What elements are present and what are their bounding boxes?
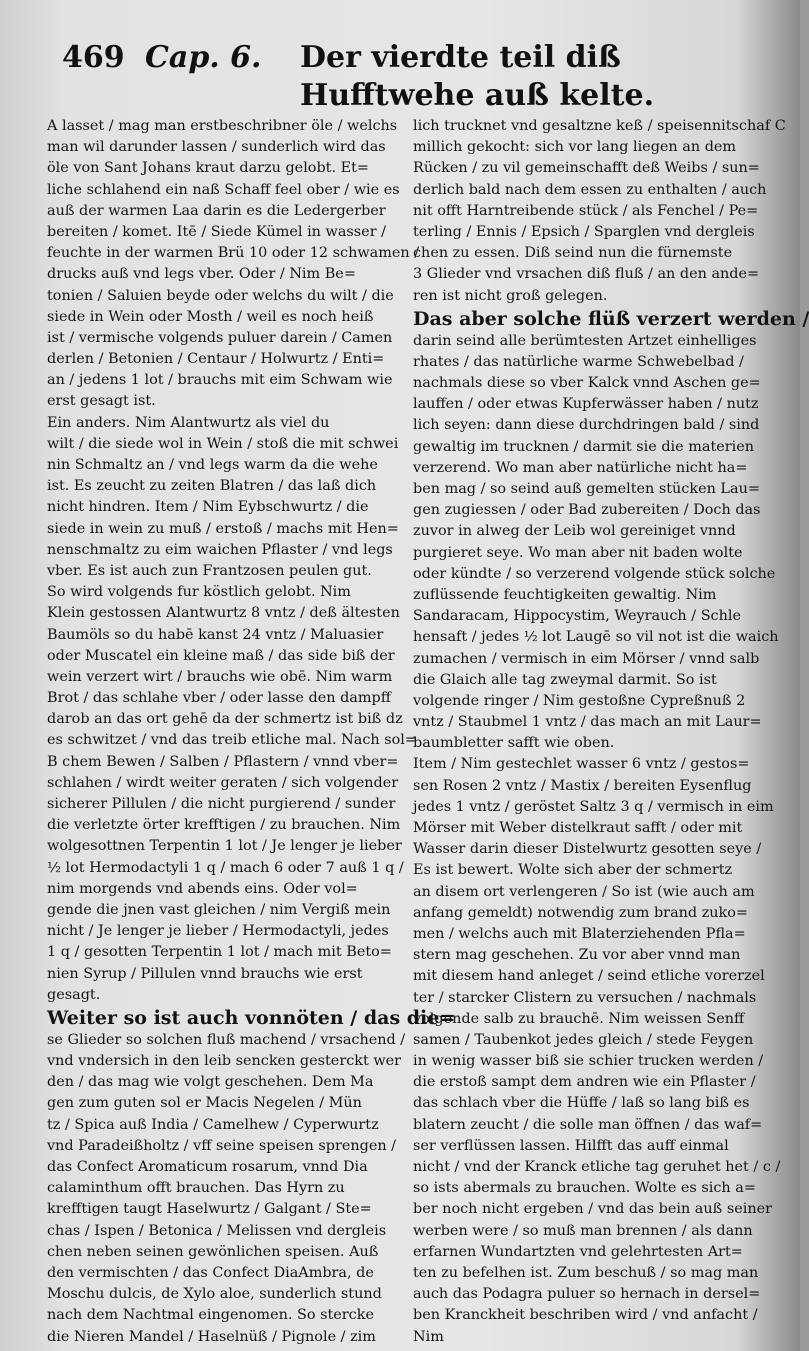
text-line: so ists abermals zu brauchen. Wolte es sich a= <box>413 1180 756 1197</box>
text-line: derlich bald nach dem essen zu enthalten / auch <box>413 181 767 198</box>
text-line: Klein gestossen Alantwurtz 8 vntz / deß ältesten <box>47 605 400 622</box>
text-line: gen zum guten sol er Macis Negelen / Mün <box>47 1095 362 1112</box>
text-line: Item / Nim gestechlet wasser 6 vntz / gestos= <box>413 756 750 773</box>
text-line: gewaltig im trucknen / darmit sie die materien <box>413 438 755 455</box>
text-line: sicherer Pillulen / die nicht purgierend / sunder <box>47 796 396 812</box>
text-line: nenschmaltz zu eim waichen Pflaster / vnd legs <box>47 541 393 558</box>
text-line: vnd Paradeißholtz / vff seine speisen sprengen / <box>47 1137 397 1154</box>
text-line: Rücken / zu vil gemeinschafft deß Weibs / sun= <box>413 160 760 177</box>
text-line: in wenig wasser biß sie schier trucken werden / <box>413 1053 764 1070</box>
text-line: ben mag / so seind auß gemelten stücken Lau= <box>413 481 760 497</box>
text-line: schlahen / wirdt weiter geraten / sich volgender <box>47 774 399 791</box>
text-line: chen zu essen. Diß seind nun die fürnemste <box>413 245 733 262</box>
running-title-line-1: Der vierdte teil diß <box>300 40 621 75</box>
text-line: men / welchs auch mit Blaterziehenden Pfla= <box>413 925 746 942</box>
text-line: gen zugiessen / oder Bad zubereiten / Doch das <box>413 502 761 519</box>
text-line: 3 Glieder vnd vrsachen diß fluß / an den ande= <box>413 266 760 283</box>
text-line: siede in Wein oder Mosth / weil es noch heiß <box>47 308 374 325</box>
page-number: 469 <box>62 40 125 75</box>
text-line: So wird volgends fur köstlich gelobt. Nim <box>47 584 351 601</box>
text-line: Sandaracam, Hippocystim, Weyrauch / Schle <box>413 608 742 625</box>
text-line: anfang gemeldt) notwendig zum brand zuko= <box>413 904 748 921</box>
text-line: siede in wein zu muß / erstoß / machs mit Hen= <box>47 520 399 537</box>
text-line: feuchte in der warmen Brü 10 oder 12 schwamen / <box>47 245 420 262</box>
text-line: die verletzte örter krefftigen / zu brauchen. Nim <box>47 817 401 834</box>
text-line: Wasser darin dieser Distelwurtz gesotten seye / <box>413 841 762 858</box>
text-line: ist. Es zeucht zu zeiten Blatren / das laß dich <box>47 478 377 495</box>
text-line: an disem ort verlengeren / So ist (wie auch am <box>413 883 755 900</box>
text-line: blatern zeucht / die solle man öffnen / das waf= <box>413 1116 763 1133</box>
right-text-column <box>413 116 809 1348</box>
left-text-column <box>47 116 456 1348</box>
text-line: drucks auß vnd legs vber. Oder / Nim Be= <box>47 266 356 283</box>
text-line: liche schlahend ein naß Schaff feel ober / wie es <box>47 181 400 198</box>
text-line: terling / Ennis / Epsich / Sparglen vnd dergleis <box>413 223 755 240</box>
text-line: darob an das ort gehē da der schmertz ist biß dz <box>47 711 403 728</box>
text-line: wilt / die siede wol in Wein / stoß die mit schwei <box>47 435 399 452</box>
text-line: baumbletter safft wie oben. <box>413 735 615 752</box>
text-line: ½ lot Hermodactyli 1 q / mach 6 oder 7 auß 1 q / <box>47 859 404 876</box>
text-line: vber. Es ist auch zun Frantzosen peulen gut. <box>47 562 372 579</box>
text-line: oder kündte / so verzerend volgende stück solche <box>413 565 776 582</box>
text-line: nien Syrup / Pillulen vnnd brauchs wie erst <box>47 965 363 982</box>
text-line: ist / vermische volgends puluer darein / Camen <box>47 329 393 346</box>
text-line: stern mag geschehen. Zu vor aber vnnd man <box>413 947 741 964</box>
text-line: gende die jnen vast gleichen / nim Vergiß mein <box>47 901 391 918</box>
text-line: lauffen / oder etwas Kupferwässer haben / nutz <box>413 396 759 413</box>
text-line: lich seyen: dann diese durchdringen bald / sind <box>413 417 760 434</box>
text-line: Weiter so ist auch vonnöten / das die= <box>47 1006 456 1029</box>
text-line: wein verzert wirt / brauchs wie obē. Nim warm <box>47 668 393 685</box>
text-line: Mörser mit Weber distelkraut safft / oder mit <box>413 820 743 836</box>
text-line: chas / Ispen / Betonica / Melissen vnd dergleis <box>47 1222 387 1239</box>
text-line: ber noch nicht ergeben / vnd das bein auß seiner <box>413 1201 772 1218</box>
text-line: hensaft / jedes ½ lot Laugē so vil not ist die waich <box>413 629 779 646</box>
text-line: Ein anders. Nim Alantwurtz als viel du <box>47 414 330 431</box>
text-line: die Nieren Mandel / Haselnüß / Pignole / zim <box>47 1328 376 1345</box>
text-line: ben Kranckheit beschriben wird / vnd anfacht / <box>413 1307 758 1324</box>
text-line: volgende ringer / Nim gestoßne Cypreßnuß 2 <box>413 692 746 709</box>
text-line: krefftigen taugt Haselwurtz / Galgant / Ste= <box>47 1201 372 1218</box>
text-line: es schwitzet / vnd das treib etliche mal. Nach sol= <box>47 732 417 749</box>
text-line: jedes 1 vntz / geröstet Saltz 3 q / vermisch in eim <box>413 798 774 815</box>
text-line: volgende salb zu brauchē. Nim weissen Senff <box>413 1010 745 1027</box>
text-line: se Glieder so solchen fluß machend / vrsachend / <box>47 1031 406 1048</box>
text-line: 1 q / gesotten Terpentin 1 lot / mach mit Beto= <box>47 944 392 961</box>
text-line: chen neben seinen gewönlichen speisen. Auß <box>47 1243 379 1260</box>
text-line: nit offt Harntreibende stück / als Fenchel / Pe= <box>413 202 759 219</box>
text-line: calaminthum offt brauchen. Das Hyrn zu <box>47 1180 345 1197</box>
text-line: purgieret seye. Wo man aber nit baden wolte <box>413 544 743 561</box>
text-line: man wil darunder lassen / sunderlich wird das <box>47 139 386 156</box>
text-line: gesagt. <box>47 986 101 1003</box>
text-line: zuvor in alweg der Leib wol gereiniget vnnd <box>413 523 736 540</box>
text-line: sen Rosen 2 vntz / Mastix / bereiten Eysenflug <box>413 777 752 794</box>
text-line: derlen / Betonien / Centaur / Holwurtz / Enti= <box>47 351 385 368</box>
text-line: das Confect Aromaticum rosarum, vnnd Dia <box>47 1159 368 1175</box>
text-line: B chem Bewen / Salben / Pflastern / vnnd vber= <box>47 753 399 770</box>
text-line: ten zu befelhen ist. Zum beschuß / so mag man <box>413 1264 759 1281</box>
chapter-label: Cap. 6. <box>145 40 262 75</box>
text-line: öle von Sant Johans kraut darzu gelobt. Et= <box>47 160 369 177</box>
text-line: wolgesottnen Terpentin 1 lot / Je lenger je lieber <box>47 838 402 855</box>
running-title-line-2: Hufftwehe auß kelte. <box>300 78 655 113</box>
text-line: darin seind alle berümtesten Artzet einhelliges <box>413 332 757 349</box>
text-line: nicht hindren. Item / Nim Eybschwurtz / die <box>47 499 369 516</box>
text-line: den / das mag wie volgt geschehen. Dem Ma <box>47 1074 374 1091</box>
text-line: Baumöls so du habē kanst 24 vntz / Maluasier <box>47 626 384 643</box>
text-line: Es ist bewert. Wolte sich aber der schmertz <box>413 862 733 879</box>
text-line: auch das Podagra puluer so hernach in dersel= <box>413 1286 761 1303</box>
text-line: den vermischten / das Confect DiaAmbra, de <box>47 1264 374 1281</box>
text-line: Nim <box>413 1328 444 1345</box>
text-line: die Glaich alle tag zweymal darmit. So ist <box>413 671 717 688</box>
text-line: verzerend. Wo man aber natürliche nicht ha= <box>413 459 748 476</box>
text-line: zuflüssende feuchtigkeiten gewaltig. Nim <box>413 586 717 603</box>
text-line: nim morgends vnd abends eins. Oder vol= <box>47 880 358 897</box>
text-line: die erstoß sampt dem andren wie ein Pflaster / <box>413 1074 756 1091</box>
text-line: mit diesem hand anleget / seind etliche vorerzel <box>413 968 765 985</box>
text-line: ren ist nicht groß gelegen. <box>413 287 608 304</box>
text-line: auß der warmen Laa darin es die Ledergerber <box>47 202 386 219</box>
text-line: nach dem Nachtmal eingenomen. So stercke <box>47 1307 374 1324</box>
text-line: lich trucknet vnd gesaltzne keß / speisennitschaf C <box>413 118 786 134</box>
text-line: erst gesagt ist. <box>47 393 156 410</box>
text-line: A lasset / mag man erstbeschribner öle / welchs <box>47 118 398 134</box>
text-line: tonien / Saluien beyde oder welchs du wilt / die <box>47 287 394 304</box>
text-line: rhates / das natürliche warme Schwebelbad / <box>413 353 744 370</box>
text-line: ter / starcker Clistern zu versuchen / nachmals <box>413 989 757 1006</box>
text-line: vntz / Staubmel 1 vntz / das mach an mit Laur= <box>413 714 762 731</box>
text-line: nachmals diese so vber Kalck vnnd Aschen ge= <box>413 375 761 392</box>
text-line: vnd vndersich in den leib sencken gesterckt wer <box>47 1053 402 1070</box>
text-line: oder Muscatel ein kleine maß / das side biß der <box>47 647 395 664</box>
text-line: millich gekocht: sich vor lang liegen an dem <box>413 139 737 156</box>
text-line: bereiten / komet. Itē / Siede Kümel in wasser / <box>47 223 387 240</box>
text-line: das schlach vber die Hüffe / laß so lang biß es <box>413 1095 750 1112</box>
text-line: ser verflüssen lassen. Hilfft das auff einmal <box>413 1137 729 1154</box>
text-line: erfarnen Wundartzten vnd gelehrtesten Art= <box>413 1243 743 1260</box>
text-line: Das aber solche flüß verzert werden / <box>413 307 809 330</box>
text-line: nin Schmaltz an / vnd legs warm da die wehe <box>47 457 378 473</box>
text-line: an / jedens 1 lot / brauchs mit eim Schwam wie <box>47 372 393 389</box>
text-line: werben were / so muß man brennen / als dann <box>413 1222 753 1239</box>
text-line: tz / Spica auß India / Camelhew / Cyperwurtz <box>47 1116 379 1133</box>
text-line: samen / Taubenkot jedes gleich / stede Feygen <box>413 1031 754 1048</box>
text-line: nicht / Je lenger je lieber / Hermodactyli, jedes <box>47 923 389 940</box>
text-line: nicht / vnd der Kranck etliche tag geruhet het / c / <box>413 1159 781 1175</box>
text-line: zumachen / vermisch in eim Mörser / vnnd salb <box>413 650 760 667</box>
text-line: Moschu dulcis, de Xylo aloe, sunderlich stund <box>47 1286 382 1303</box>
text-line: Brot / das schlahe vber / oder lasse den dampff <box>47 690 391 707</box>
